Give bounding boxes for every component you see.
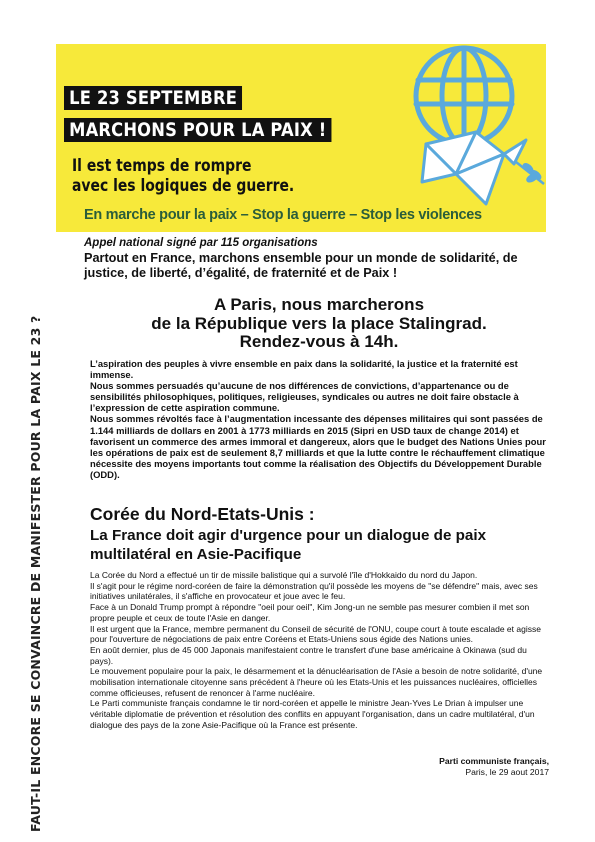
appeal-note: Appel national signé par 115 organisations <box>84 237 318 249</box>
globe-dove-icon <box>386 44 546 209</box>
appeal-text <box>90 358 552 480</box>
paragraph: Il s'agit pour le régime nord-coréen de faire la démonstration qu'il possède les moyens de "se défendre" mais, avec ses initiatives unilatérales, il s'affiche en provocateur et joue avec le feu. <box>90 580 538 602</box>
paragraph: Le Parti communiste français condamne le tir nord-coréen et appelle le ministre Jean-Yves Le Drian à impulser une véritable diplomatie de prévention et résolution des conflits en appuyant l'organisation, dans un cadre multilatéral, d'un dialogue des pays de la zone Asie-Pacifique où la France est présente. <box>90 698 535 730</box>
paragraph: Le mouvement populaire pour la paix, le désarmement et la dénucléarisation de l'Asie a besoin de notre solidarité, d'une mobilisation internationale citoyenne sans précédent à l'heure où les Etats-Unis et les puissances nucléaires, officielles comme officieuses, refusent de renoncer à l'arme nucléaire. <box>90 666 543 698</box>
signature-org: Parti communiste français, <box>439 756 549 766</box>
section-subtitle: La France doit agir d'urgence pour un dialogue de paix multilatéral en Asie-Pacifique <box>90 527 487 563</box>
paris-line1: A Paris, nous marcherons <box>213 295 425 314</box>
paris-line3: Rendez-vous à 14h. <box>239 332 399 351</box>
paragraph: En août dernier, plus de 45 000 Japonais manifestaient contre le transfert d'une base américaine à Okinawa (sud du pays). <box>90 644 527 666</box>
paragraph: Il est urgent que la France, membre permanent du Conseil de sécurité de l'ONU, coupe court à toute escalade et agisse pour l'ouverture de négociations de paix entre Coréens et Etats-Uniens sous égide des Nations unies. <box>90 623 541 645</box>
paris-line2: de la République vers la place Stalingrad. <box>151 313 487 333</box>
paris-announcement <box>84 296 554 352</box>
korea-text <box>90 570 552 731</box>
banner-tagline: En marche pour la paix – Stop la guerre – Stop les violences <box>84 207 482 223</box>
banner-date: LE 23 SEPTEMBRE <box>64 86 242 110</box>
side-slogan: FAUT-IL ENCORE SE CONVAINCRE DE MANIFESTER POUR LA PAIX LE 23 ? <box>28 315 43 832</box>
signature-date: Paris, le 29 aout 2017 <box>465 767 549 777</box>
paragraph: Nous sommes révoltés face à l’augmentation incessante des dépenses militaires qui sont passées de 1.144 milliards de dollars en 2001 à 1773 milliards en 2015 (Sipri en USD taux de change 2014) et favorisent un commerce des armes immoral et dangereux, alors que le budget des Nations Unies pour les opérations de paix est de seulement 8,7 milliards et que la lutte contre le réchauffement climatique nécessite des moyens importants tout comme la réalisation des Objectifs du Développement Durable (ODD). <box>90 413 546 480</box>
header-banner <box>56 44 546 232</box>
lead-paragraph: Partout en France, marchons ensemble pour un monde de solidarité, de justice, de liberté, d’égalité, de fraternité et de Paix ! <box>84 251 518 280</box>
section-title: Corée du Nord-Etats-Unis : <box>90 504 315 524</box>
signature <box>439 756 549 778</box>
paragraph: La Corée du Nord a effectué un tir de missile balistique qui a survolé l'île d'Hokkaido du nord du Japon. <box>90 570 478 580</box>
banner-subtitle-line2: avec les logiques de guerre. <box>72 176 295 196</box>
paragraph: L’aspiration des peuples à vivre ensemble en paix dans la solidarité, la justice et la fraternité est immense. <box>90 358 518 381</box>
paragraph: Face à un Donald Trump prompt à répondre "oeil pour oeil", Kim Jong-un ne semble pas mesurer combien il met son propre peuple et ceux de toute l'Asie en danger. <box>90 602 530 623</box>
banner-headline: MARCHONS POUR LA PAIX ! <box>64 118 332 142</box>
banner-subtitle-line1: Il est temps de rompre <box>72 156 252 176</box>
paragraph: Nous sommes persuadés qu’aucune de nos différences de convictions, d’appartenance ou de sensibilités philosophiques, politiques, religieuses, syndicales ou autres ne doit faire obstacle à l’expression de cette aspiration commune. <box>90 380 519 414</box>
